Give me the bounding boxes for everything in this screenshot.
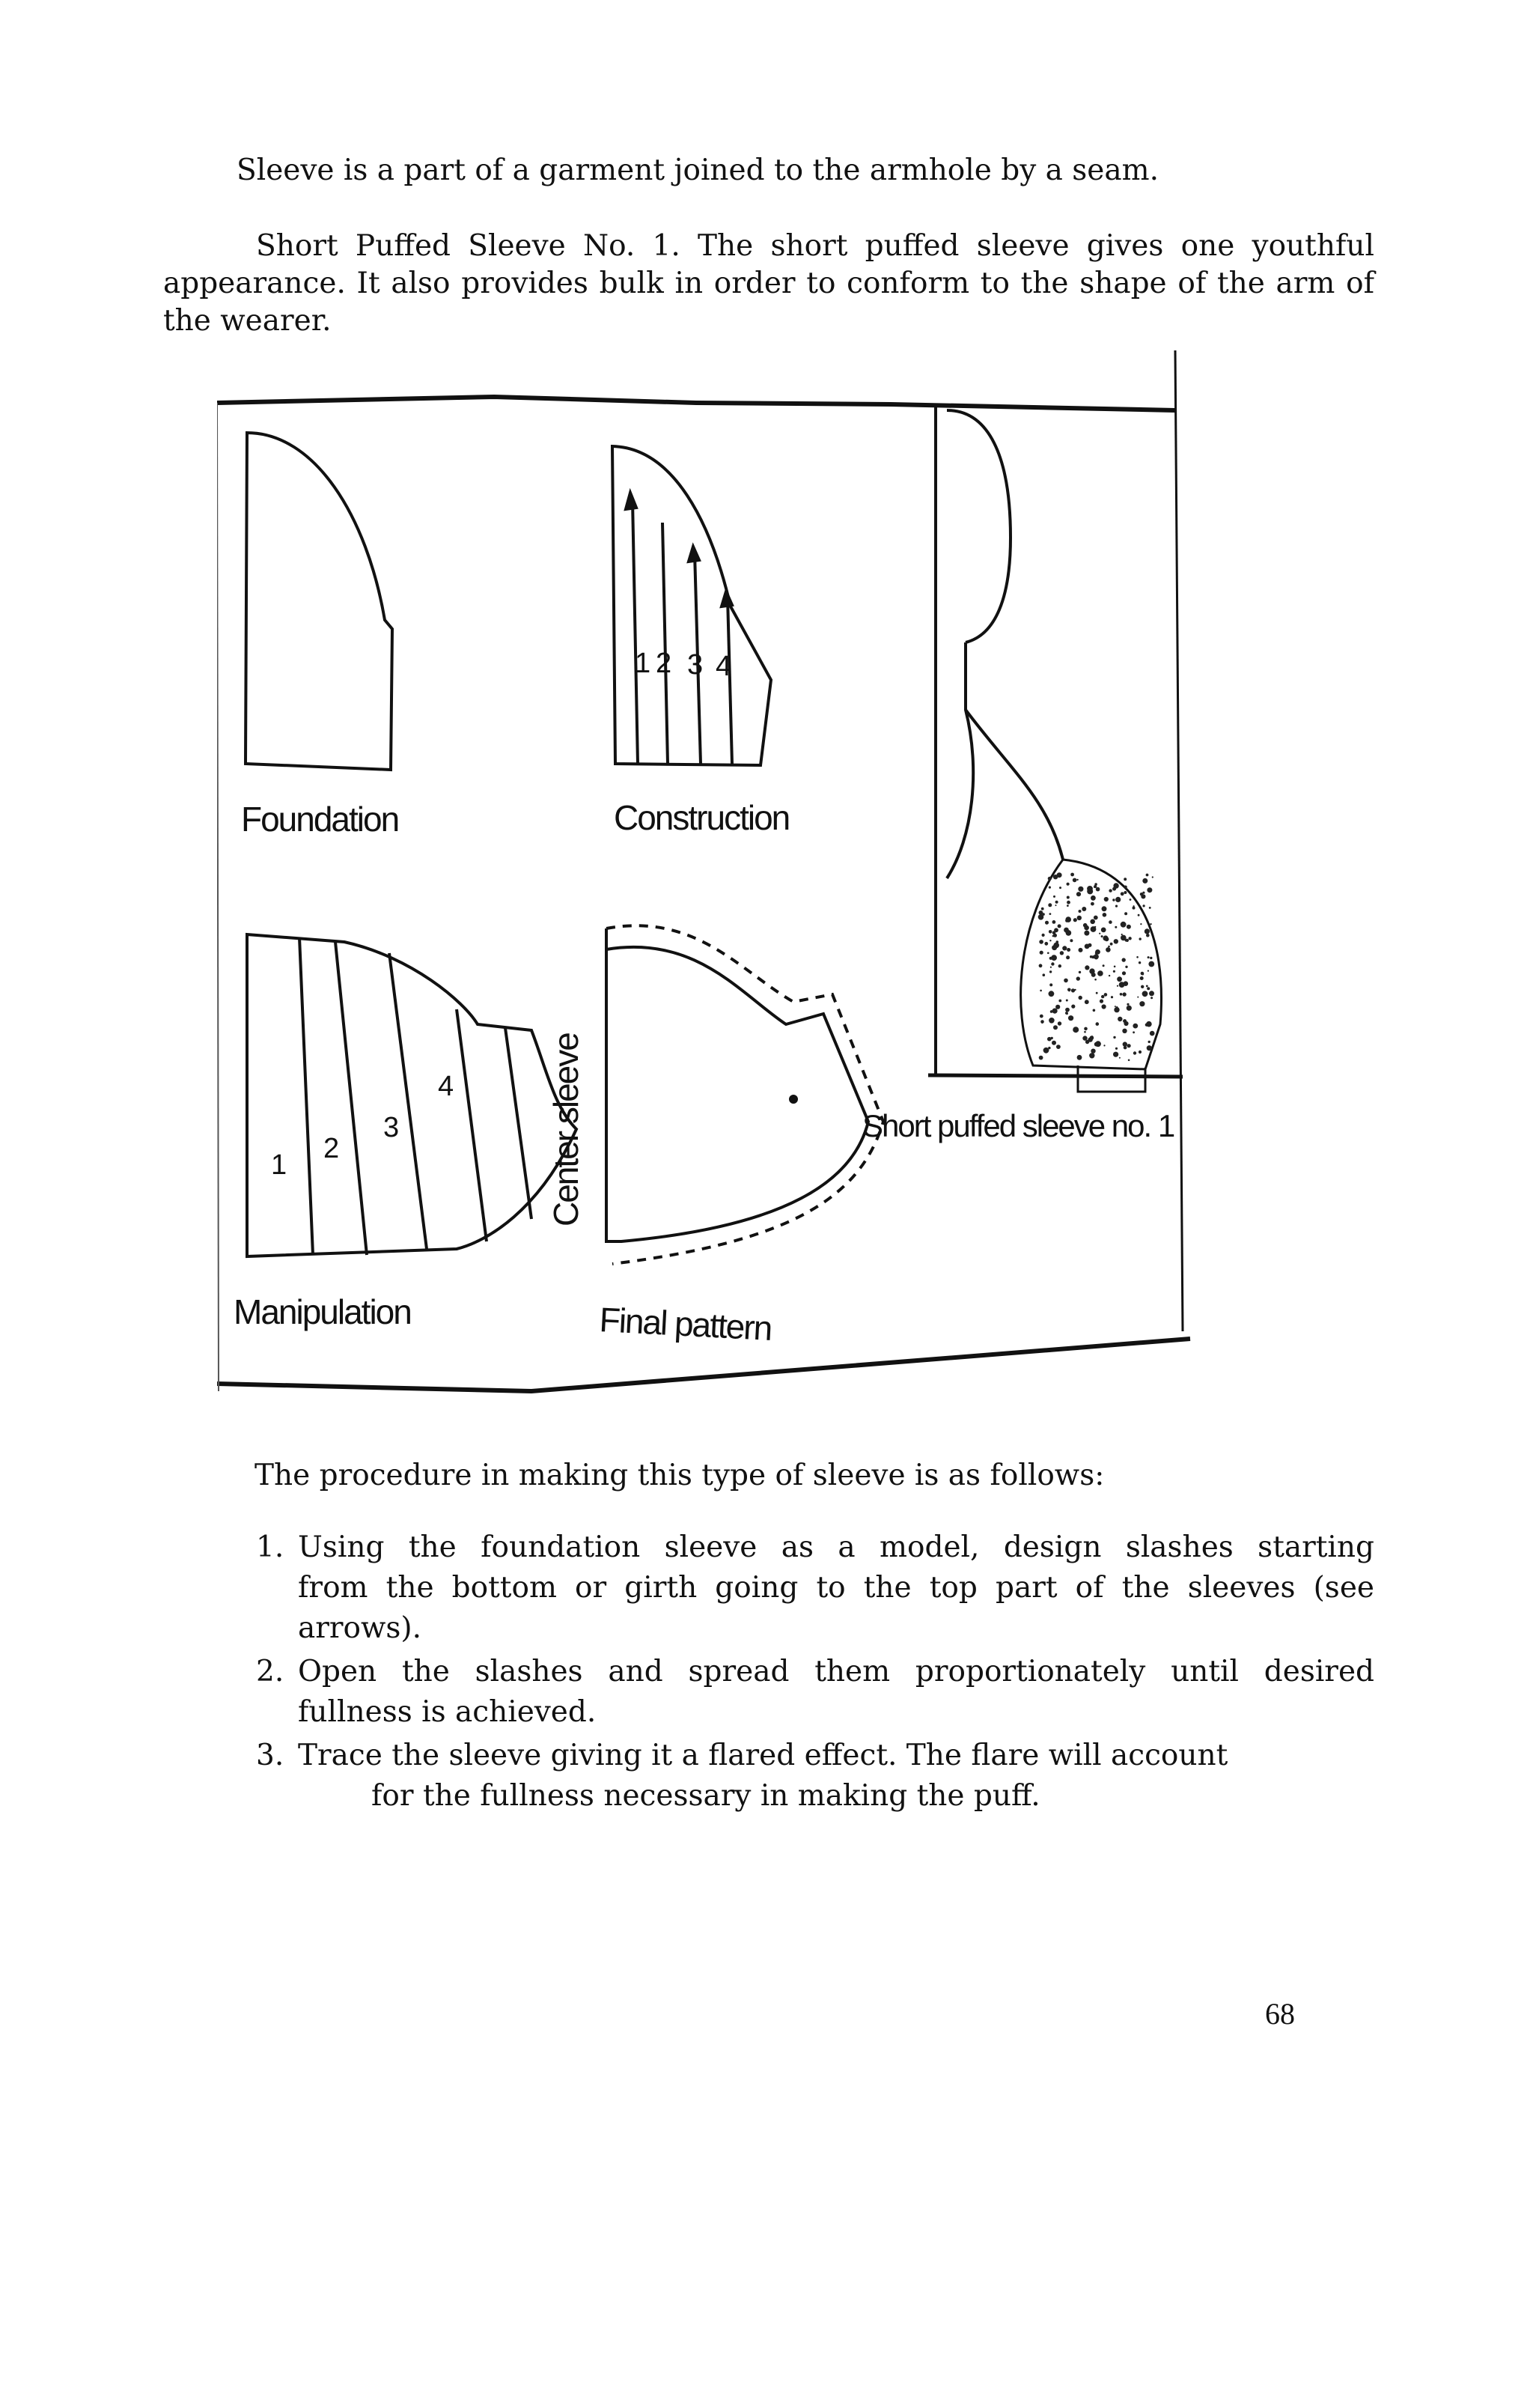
step-line: Using the foundation sleeve as a model, design slashes starting <box>298 1530 1374 1564</box>
frame-right-line <box>1175 350 1183 1331</box>
page-number: 68 <box>1265 1997 1295 2031</box>
construction-arrow <box>722 592 732 606</box>
construction-arrow <box>626 493 636 509</box>
description-line: the wearer. <box>163 304 332 338</box>
manipulation-number: 1 <box>271 1149 286 1181</box>
frame-left-line <box>217 403 219 1391</box>
figure-head <box>947 410 1011 642</box>
description-line: Short Puffed Sleeve No. 1. The short puffed sleeve gives one youthful <box>256 229 1374 263</box>
foundation-sleeve-shape <box>246 433 392 770</box>
intro-sentence: Sleeve is a part of a garment joined to the armhole by a seam. <box>237 153 1159 187</box>
construction-slash <box>662 523 668 764</box>
manipulation-slash <box>389 953 427 1249</box>
construction-number: 2 <box>656 648 671 679</box>
construction-slash <box>633 500 638 764</box>
final-pattern-dot <box>790 1096 796 1102</box>
frame-bottom-line <box>217 1339 1190 1391</box>
manipulation-slash <box>457 1009 487 1241</box>
label-foundation: Foundation <box>241 800 399 839</box>
step-line: Trace the sleeve giving it a flared effect. The flare will account <box>298 1739 1228 1772</box>
step-number: 1. <box>256 1530 284 1564</box>
step-number: 3. <box>256 1739 284 1772</box>
step-line: Open the slashes and spread them proportionately until desired <box>298 1655 1374 1688</box>
construction-number: 1 <box>635 648 650 679</box>
description-line: appearance. It also provides bulk in order to conform to the shape of the arm of <box>163 267 1374 300</box>
label-short-puffed-sleeve: Short puffed sleeve no. 1 <box>862 1108 1174 1143</box>
pattern-diagram <box>217 350 1198 1399</box>
sleeve-pattern-figure <box>217 350 1198 1399</box>
label-center-sleeve: Center sleeve <box>546 1033 585 1226</box>
step-line: arrows). <box>298 1611 422 1645</box>
step-number: 2. <box>256 1655 284 1688</box>
label-manipulation: Manipulation <box>234 1292 411 1331</box>
procedure-step <box>256 1527 1374 1655</box>
figure-shoulder <box>966 710 1063 860</box>
construction-number: 4 <box>716 651 731 682</box>
manipulation-shape <box>247 934 576 1256</box>
frame-top-line <box>217 397 1175 410</box>
label-final-pattern: Final pattern <box>598 1300 772 1349</box>
procedure-step <box>256 1736 1374 1818</box>
manipulation-slash <box>505 1028 531 1219</box>
figure-neck <box>947 642 973 878</box>
step-line: fullness is achieved. <box>298 1695 597 1729</box>
manipulation-number: 2 <box>323 1133 338 1164</box>
label-construction: Construction <box>614 798 790 837</box>
sleeve-description <box>163 228 1374 340</box>
final-pattern-seam-allowance <box>606 925 883 1264</box>
construction-arrow <box>689 547 699 562</box>
procedure-intro: The procedure in making this type of sleeve is as follows: <box>255 1459 1105 1492</box>
procedure-step <box>256 1652 1374 1734</box>
manipulation-slash <box>299 937 313 1255</box>
manipulation-number: 4 <box>438 1071 453 1102</box>
step-line: from the bottom or girth going to the top part of the sleeves (see <box>298 1571 1374 1605</box>
manipulation-number: 3 <box>383 1112 398 1143</box>
step-line: for the fullness necessary in making the puff. <box>371 1779 1040 1813</box>
construction-number: 3 <box>687 649 702 681</box>
manipulation-slash <box>335 942 367 1255</box>
